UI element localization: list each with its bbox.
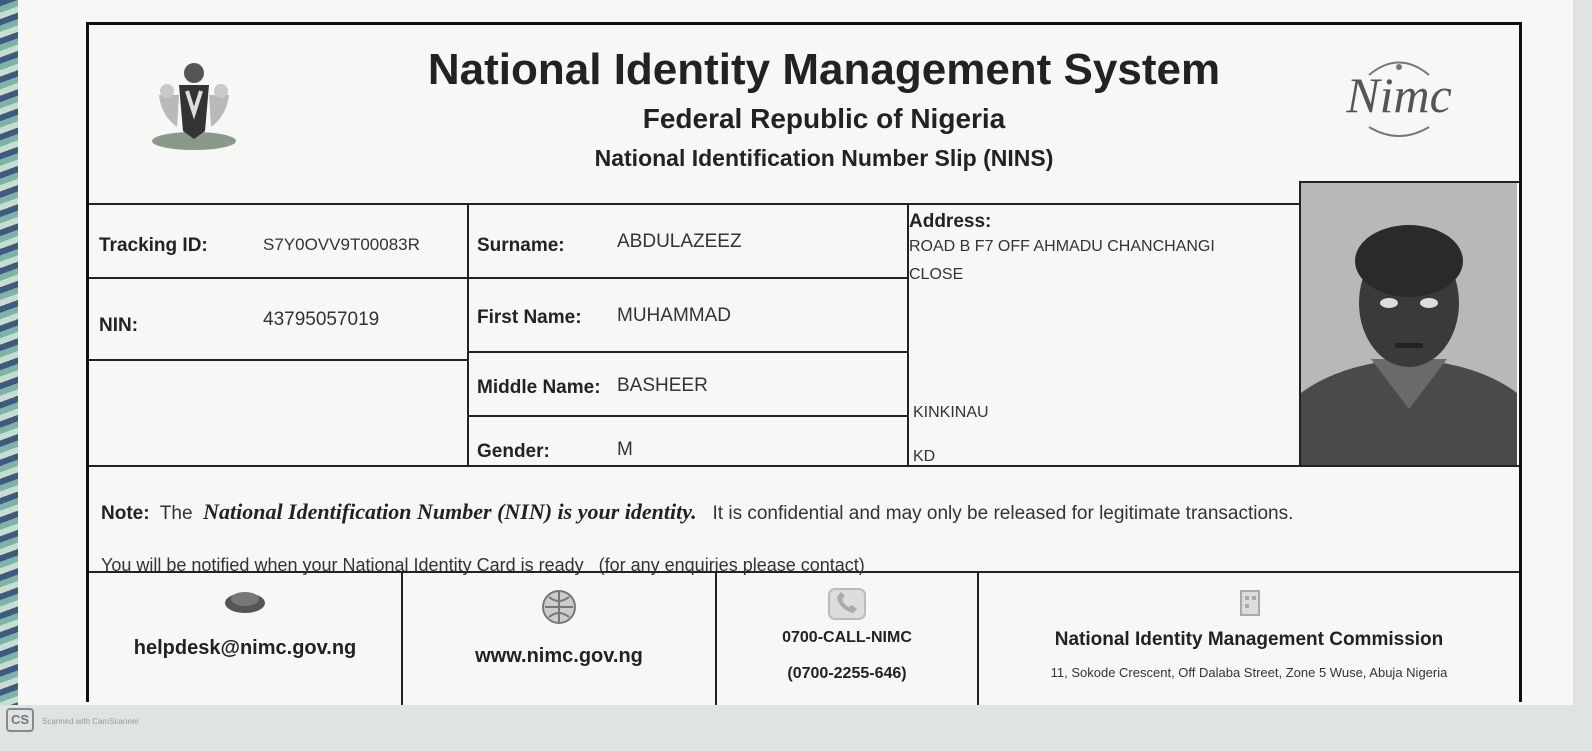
tracking-id-label: Tracking ID:: [99, 235, 208, 256]
divider: [89, 359, 469, 361]
globe-icon: [539, 587, 579, 627]
nins-slip: [86, 22, 1522, 702]
first-name-value: MUHAMMAD: [617, 305, 731, 326]
divider: [467, 203, 469, 465]
commission-address: 11, Sokode Crescent, Off Dalaba Street, Zone 5 Wuse, Abuja Nigeria: [1050, 665, 1448, 680]
camscanner-badge: CS: [6, 708, 34, 732]
notify-line: You will be notified when your National Identity Card is ready: [101, 555, 584, 575]
footer-email-cell: [89, 573, 401, 705]
helpdesk-email[interactable]: helpdesk@nimc.gov.ng: [133, 637, 357, 659]
nin-value: 43795057019: [263, 309, 380, 330]
phone-icon: [827, 587, 867, 621]
nimc-logo: [1339, 45, 1459, 145]
note-emphasis: National Identification Number (NIN) is your identity.: [203, 499, 697, 524]
divider: [89, 277, 909, 279]
commission-name: National Identity Management Commission: [1054, 629, 1444, 650]
coat-of-arms-icon: [139, 55, 249, 155]
phone-number-numeric[interactable]: (0700-2255-646): [787, 665, 907, 682]
divider: [89, 203, 1301, 205]
nin-label: NIN:: [99, 315, 139, 336]
note-prefix: Note:: [101, 503, 150, 524]
page-title: National Identity Management System: [427, 45, 1221, 94]
divider: [89, 465, 1519, 467]
website-link[interactable]: www.nimc.gov.ng: [475, 645, 643, 667]
divider: [467, 351, 909, 353]
address-line-2: CLOSE: [909, 266, 964, 283]
footer-phone-cell: [717, 573, 977, 705]
building-icon: [1233, 587, 1265, 617]
gender-label: Gender:: [477, 441, 550, 462]
phone-number[interactable]: 0700-CALL-NIMC: [782, 629, 912, 646]
footer-commission-cell: [979, 573, 1519, 705]
address-town: KINKINAU: [913, 404, 989, 421]
slip-name: National Identification Number Slip (NINS): [594, 145, 1054, 171]
address-lines: [909, 233, 1289, 289]
address-line-1: ROAD B F7 OFF AHMADU CHANCHANGI: [909, 238, 1215, 255]
first-name-label: First Name:: [477, 307, 582, 328]
camscanner-caption: Scanned with CamScanner: [42, 717, 139, 726]
document-page: [18, 0, 1573, 705]
gender-value: M: [617, 439, 633, 460]
person-photo-icon: [1301, 183, 1517, 465]
footer-web-cell: [403, 573, 715, 705]
middle-name-label: Middle Name:: [477, 377, 601, 398]
address-state: KD: [913, 448, 936, 465]
note-rest: It is confidential and may only be released for legitimate transactions.: [712, 503, 1294, 524]
tracking-id-value: S7Y0OVV9T00083R: [263, 235, 420, 254]
note-text: [101, 499, 1293, 525]
surname-value: ABDULAZEEZ: [617, 231, 742, 252]
enquiries-line: (for any enquiries please contact): [598, 555, 865, 575]
passport-photo: [1301, 183, 1517, 465]
background-edge: [0, 0, 20, 705]
note-lead: The: [159, 503, 193, 524]
surname-label: Surname:: [477, 235, 565, 256]
email-icon: [223, 587, 267, 615]
page-subtitle: Federal Republic of Nigeria: [642, 103, 1006, 134]
middle-name-value: BASHEER: [617, 375, 708, 396]
divider: [467, 415, 909, 417]
address-label: Address:: [909, 211, 992, 232]
nimc-logo-text: Nimc: [1346, 67, 1452, 123]
